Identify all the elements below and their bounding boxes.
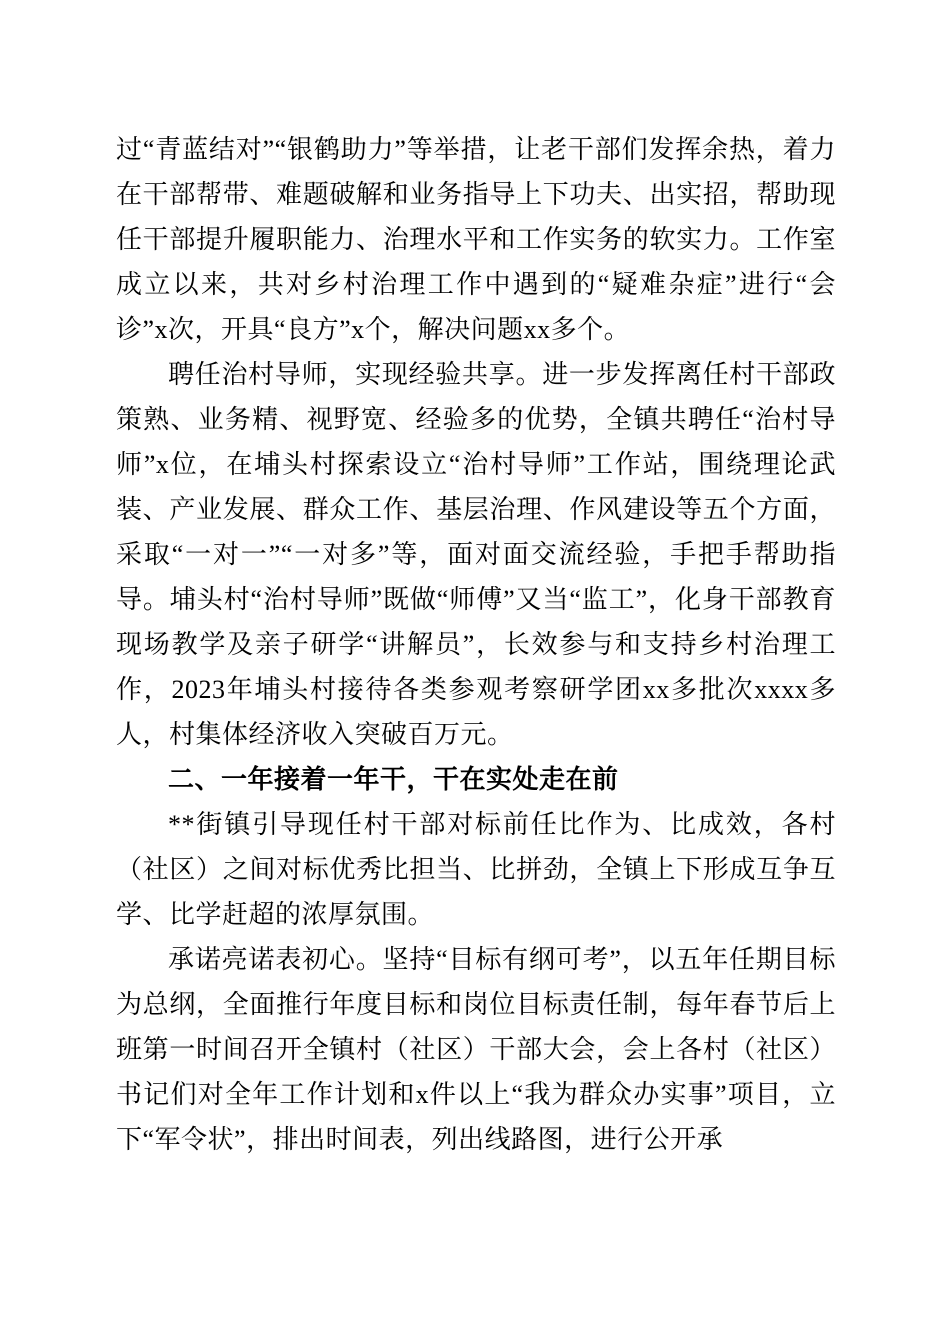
paragraph: 聘任治村导师，实现经验共享。进一步发挥离任村干部政策熟、业务精、视野宽、经验多的优势，全镇共聘任“治村导师”x位，在埔头村探索设立“治村导师”工作站，围绕理论武装、产业发展、群众工作、基层治理、作风建设等五个方面，采取“一对一”“一对多”等，面对面交流经验，手把手帮助指导。埔头村“治村导师”既做“师傅”又当“监工”，化身干部教育现场教学及亲子研学“讲解员”，长效参与和支持乡村治理工作，2023年埔头村接待各类参观考察研学团xx多批次xxxx多人，村集体经济收入突破百万元。 [116, 360, 836, 749]
paragraph: **街镇引导现任村干部对标前任比作为、比成效，各村（社区）之间对标优秀比担当、比拼劲，全镇上下形成互争互学、比学赶超的浓厚氛围。 [116, 810, 836, 929]
document-body [116, 127, 836, 1162]
paragraph: 承诺亮诺表初心。坚持“目标有纲可考”，以五年任期目标为总纲，全面推行年度目标和岗位目标责任制，每年春节后上班第一时间召开全镇村（社区）干部大会，会上各村（社区）书记们对全年工作计划和x件以上“我为群众办实事”项目，立下“军令状”，排出时间表，列出线路图，进行公开承 [116, 945, 836, 1154]
paragraph-continuation: 过“青蓝结对”“银鹤助力”等举措，让老干部们发挥余热，着力在干部帮带、难题破解和业务指导上下功夫、出实招，帮助现任干部提升履职能力、治理水平和工作实务的软实力。工作室成立以来，共对乡村治理工作中遇到的“疑难杂症”进行“会诊”x次，开具“良方”x个，解决问题xx多个。 [116, 135, 836, 344]
section-heading: 二、一年接着一年干，干在实处走在前 [168, 764, 619, 794]
